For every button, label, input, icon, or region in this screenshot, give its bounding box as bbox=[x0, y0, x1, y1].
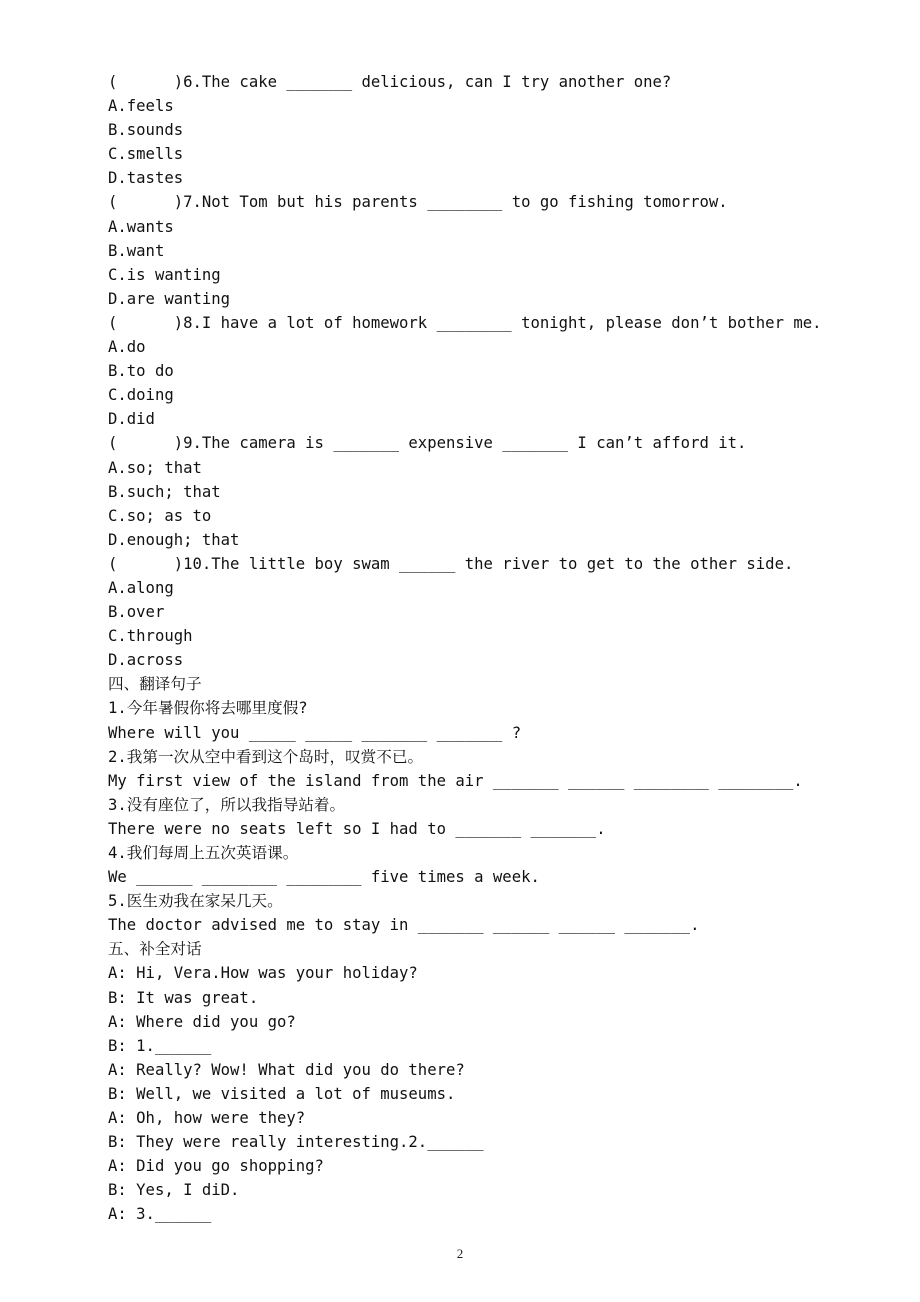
question-9-option-b: B.such; that bbox=[108, 482, 221, 501]
question-8-option-b: B.to do bbox=[108, 362, 174, 381]
page-content bbox=[108, 70, 828, 1227]
section-5-heading: 五、补全对话 bbox=[108, 940, 202, 959]
question-8-option-c: C.doing bbox=[108, 386, 174, 405]
dialogue-line: A: Where did you go? bbox=[108, 1012, 296, 1031]
question-9-option-c: C.so; as to bbox=[108, 506, 212, 525]
translation-1-english: Where will you _____ _____ _______ _______ ? bbox=[108, 723, 522, 742]
dialogue-line: B: They were really interesting.2.______ bbox=[108, 1133, 484, 1152]
question-8-option-a: A.do bbox=[108, 338, 146, 357]
question-6-option-d: D.tastes bbox=[108, 169, 184, 188]
dialogue-line: B: It was great. bbox=[108, 988, 259, 1007]
dialogue-line: A: Oh, how were they? bbox=[108, 1109, 306, 1128]
question-9: ( )9.The camera is _______ expensive _______ I can’t afford it. bbox=[108, 434, 747, 453]
question-10-option-a: A.along bbox=[108, 578, 174, 597]
translation-4-english: We ______ ________ ________ five times a week. bbox=[108, 868, 540, 887]
question-10-option-b: B.over bbox=[108, 603, 165, 622]
translation-3-chinese: 3.没有座位了，所以我指导站着。 bbox=[108, 795, 346, 814]
dialogue-line: B: Well, we visited a lot of museums. bbox=[108, 1084, 456, 1103]
question-7: ( )7.Not Tom but his parents ________ to go fishing tomorrow. bbox=[108, 193, 728, 212]
question-6-option-a: A.feels bbox=[108, 97, 174, 116]
question-8: ( )8.I have a lot of homework ________ tonight, please don’t bother me. bbox=[108, 313, 822, 332]
translation-4-chinese: 4.我们每周上五次英语课。 bbox=[108, 844, 299, 862]
translation-5-chinese: 5.医生劝我在家呆几天。 bbox=[108, 892, 283, 911]
translation-3-english: There were no seats left so I had to _______ _______. bbox=[108, 819, 606, 838]
question-6-option-b: B.sounds bbox=[108, 121, 184, 140]
question-7-option-c: C.is wanting bbox=[108, 265, 221, 284]
dialogue-line: A: Did you go shopping? bbox=[108, 1157, 324, 1176]
question-6-option-c: C.smells bbox=[108, 145, 184, 164]
translation-5-english: The doctor advised me to stay in _______ ______ ______ _______. bbox=[108, 916, 700, 935]
dialogue-line: B: 1.______ bbox=[108, 1036, 212, 1055]
dialogue-line: A: Hi, Vera.How was your holiday? bbox=[108, 964, 418, 983]
dialogue-line: A: Really? Wow! What did you do there? bbox=[108, 1060, 465, 1079]
translation-2-english: My first view of the island from the air _______ ______ ________ ________. bbox=[108, 771, 803, 790]
question-7-option-a: A.wants bbox=[108, 217, 174, 236]
question-6: ( )6.The cake _______ delicious, can I try another one? bbox=[108, 73, 672, 91]
question-10: ( )10.The little boy swam ______ the river to get to the other side. bbox=[108, 554, 794, 573]
question-7-option-d: D.are wanting bbox=[108, 289, 231, 308]
dialogue-line: B: Yes, I diD. bbox=[108, 1181, 240, 1200]
translation-2-chinese: 2.我第一次从空中看到这个岛时，叹赏不已。 bbox=[108, 747, 424, 766]
dialogue-line: A: 3.______ bbox=[108, 1205, 212, 1224]
question-10-option-d: D.across bbox=[108, 651, 184, 670]
question-10-option-c: C.through bbox=[108, 627, 193, 646]
question-8-option-d: D.did bbox=[108, 410, 155, 429]
page-number: 2 bbox=[456, 1246, 464, 1261]
question-9-option-a: A.so; that bbox=[108, 458, 202, 477]
question-9-option-d: D.enough; that bbox=[108, 530, 240, 549]
translation-1-chinese: 1.今年暑假你将去哪里度假? bbox=[108, 699, 308, 718]
question-7-option-b: B.want bbox=[108, 241, 165, 260]
section-4-heading: 四、翻译句子 bbox=[108, 675, 202, 694]
